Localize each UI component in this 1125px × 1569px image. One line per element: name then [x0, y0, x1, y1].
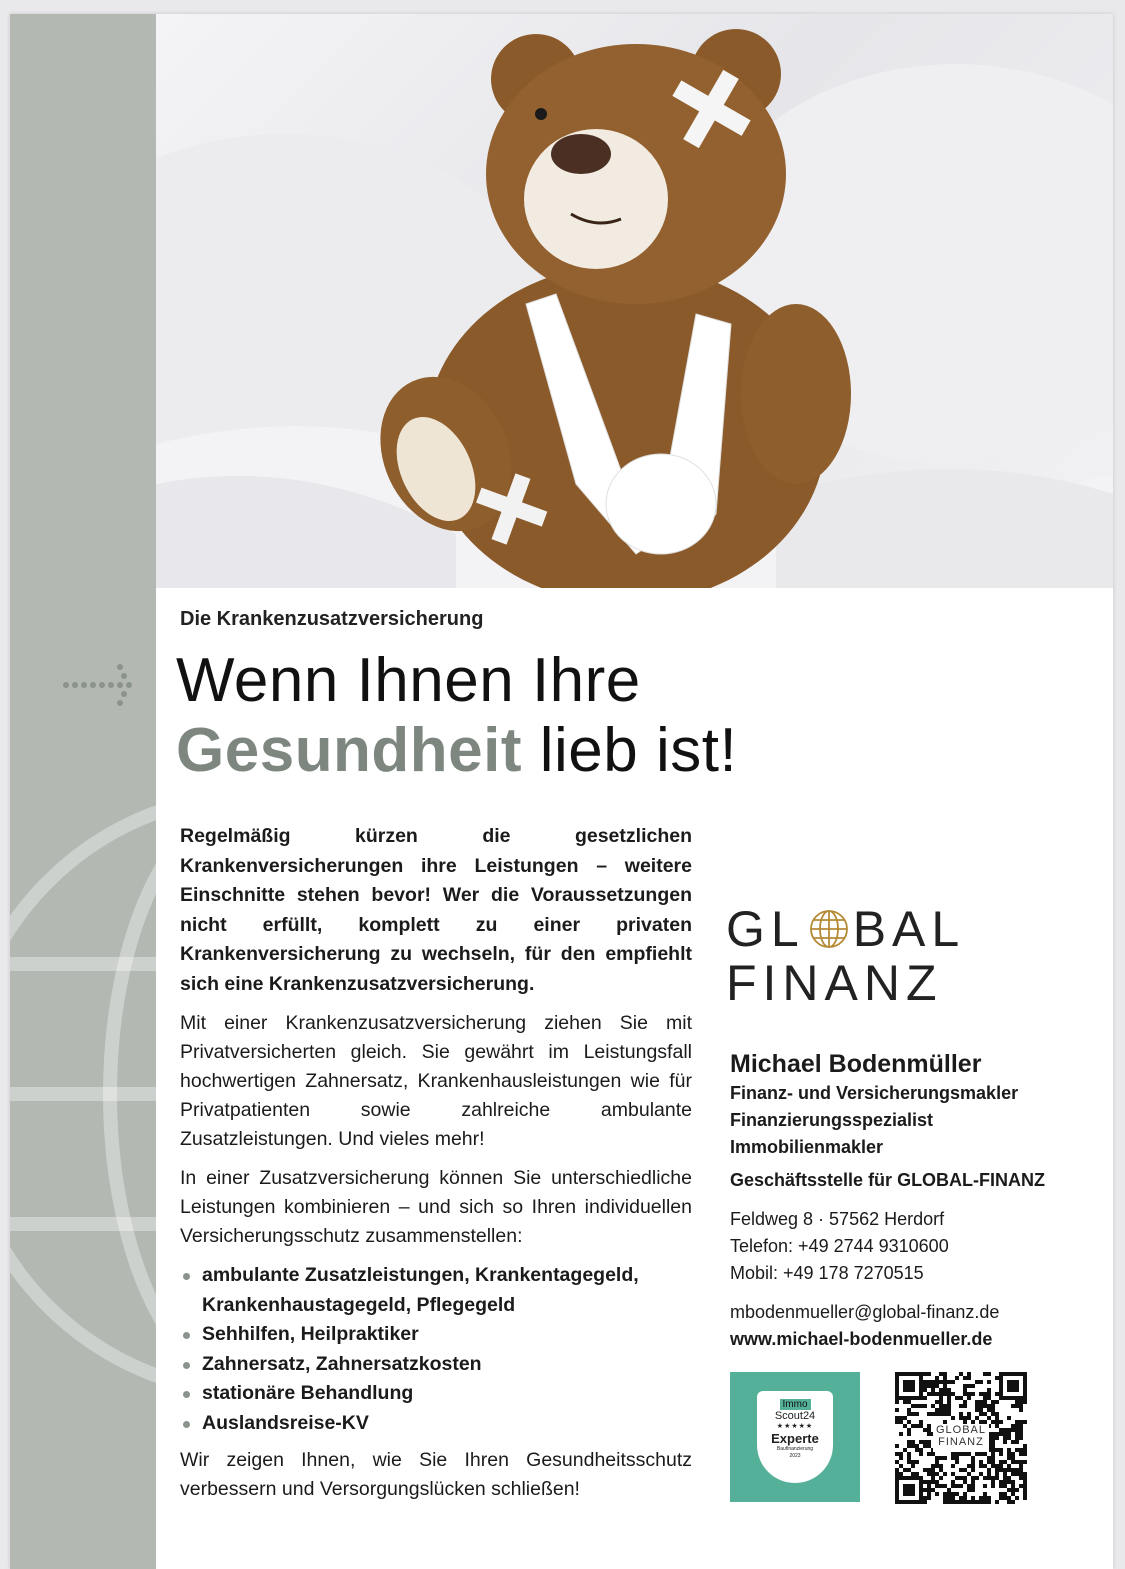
badge-shield-icon	[757, 1391, 833, 1483]
badge-stars: ★★★★★	[776, 1423, 814, 1430]
global-finanz-logo	[726, 902, 966, 1010]
logo-line-2: FINANZ	[726, 955, 943, 1011]
dotted-arrow-icon	[62, 657, 142, 717]
badge-sub-1: Baufinanzierung	[776, 1446, 814, 1452]
badge-brand: Scout24	[774, 1410, 816, 1422]
list-item: Sehhilfen, Heilpraktiker	[180, 1320, 692, 1350]
side-band	[10, 14, 156, 1569]
list-item: Auslandsreise-KV	[180, 1409, 692, 1439]
lead-paragraph: Regelmäßig kürzen die gesetzlichen Krankenversicherungen ihre Leistungen – weitere Einschnitte stehen bevor! Wer die Voraussetzungen nicht erfüllt, komplett zu einer privaten Krankenversicherung zu wechseln, für den empfiehlt sich eine Krankenzusatzversicherung.	[180, 825, 692, 995]
list-item: stationäre Behandlung	[180, 1379, 692, 1409]
logo-text-left: GL	[726, 901, 805, 957]
logo-line-1	[726, 902, 966, 956]
contact-email: mbodenmueller@global-finanz.de	[730, 1302, 1000, 1322]
headline	[176, 646, 737, 786]
qr-logo-line-2: FINANZ	[938, 1436, 984, 1448]
contact-website: www.michael-bodenmueller.de	[730, 1329, 993, 1349]
immoscout-expert-badge	[730, 1372, 860, 1502]
globe-icon	[808, 908, 850, 950]
closing-paragraph: Wir zeigen Ihnen, wie Sie Ihren Gesundheitsschutz verbessern und Versorgungslücken schließen!	[180, 1449, 692, 1500]
contact-name: Michael Bodenmüller	[730, 1050, 982, 1078]
badge-tag: Immo	[780, 1399, 811, 1410]
headline-rest: lieb ist!	[522, 716, 738, 785]
subheading: Die Krankenzusatzversicherung	[180, 608, 484, 630]
contact-phone: Telefon: +49 2744 9310600	[730, 1236, 949, 1256]
teddy-bear-photo	[156, 14, 1113, 588]
qr-logo	[933, 1424, 989, 1452]
list-item: ambulante Zusatzleistungen, Krankentagegeld, Krankenhaustagegeld, Pflegegeld	[180, 1261, 692, 1320]
contact-role-2: Finanzierungsspezialist	[730, 1110, 934, 1130]
benefit-list	[180, 1261, 692, 1438]
headline-line1: Wenn Ihnen Ihre	[176, 646, 641, 715]
contact-block	[730, 1048, 1090, 1353]
qr-code	[895, 1372, 1027, 1504]
badge-title: Experte	[771, 1431, 819, 1446]
contact-mobile: Mobil: +49 178 7270515	[730, 1263, 924, 1283]
list-item: Zahnersatz, Zahnersatzkosten	[180, 1350, 692, 1380]
headline-accent: Gesundheit	[176, 716, 523, 785]
badge-sub-2: 2023	[789, 1453, 801, 1459]
contact-role-1: Finanz- und Versicherungsmakler	[730, 1083, 1019, 1103]
qr-logo-line-1: GLOBAL	[935, 1424, 987, 1436]
contact-role-3: Immobilienmakler	[730, 1137, 884, 1157]
paragraph-2: In einer Zusatzversicherung können Sie unterschiedliche Leistungen kombinieren – und sich so Ihren individuellen Versicherungsschutz zusammenstellen:	[180, 1167, 692, 1247]
logo-text-right: BAL	[852, 901, 966, 957]
flyer-page	[10, 14, 1113, 1569]
headline-line2	[176, 716, 737, 786]
paragraph-1: Mit einer Krankenzusatzversicherung ziehen Sie mit Privatversicherten gleich. Sie gewährt im Leistungsfall hochwertigen Zahnersatz, Krankenhausleistungen wie für Privatpatienten sowie zahlreiche ambulante Zusatzleistungen. Und vieles mehr!	[180, 1012, 692, 1150]
contact-address: Feldweg 8 · 57562 Herdorf	[730, 1209, 945, 1229]
body-column	[180, 822, 692, 1514]
contact-office: Geschäftsstelle für GLOBAL-FINANZ	[730, 1170, 1046, 1190]
